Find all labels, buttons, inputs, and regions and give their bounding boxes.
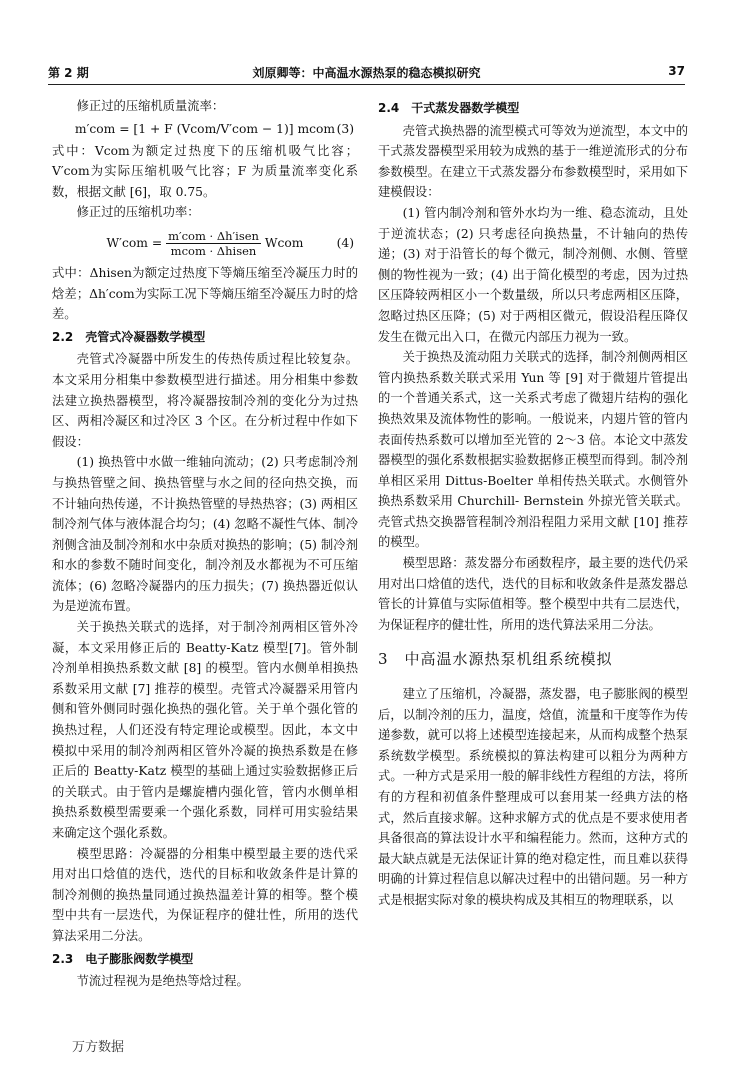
paragraph: 模型思路：冷凝器的分相集中模型最主要的迭代采用对出口焓值的迭代，迭代的目标和收敛条件是计算的制冷剂侧的换热量同通过换热温差计算的相等。整个模型中共有一层迭代，为保证程序的健壮性，所用的迭代算法采用二分法。 bbox=[52, 846, 358, 943]
page-number: 37 bbox=[668, 64, 685, 78]
section-heading: 2.3 电子膨胀阀数学模型 bbox=[52, 951, 194, 966]
left-column bbox=[52, 96, 358, 992]
equation-lhs: W′com = bbox=[106, 235, 163, 250]
paragraph: (1) 管内制冷剂和管外水均为一维、稳态流动，且处于逆流状态；(2) 只考虑径向换热量，不计轴向的热传递；(3) 对于沿管长的每个微元，制冷剂侧、水侧、管壁侧的物性视为一致；(4) 出于简化模型的考虑，因为过热区压降较两相区小一个数量级，所以只考虑两相区压降，忽略过热区压降；(5) 对于两相区微元，假设沿程压降仅发生在微元出入口，在微元内部压力视为一致。 bbox=[378, 205, 688, 344]
paragraph: (1) 换热管中水做一维轴向流动；(2) 只考虑制冷剂与换热管壁之间、换热管壁与水之间的径向热交换，而不计轴向热传递，不计换热管壁的导热热容；(3) 两相区制冷剂气体与液体混合均匀；(4) 忽略不凝性气体、制冷剂侧含油及制冷剂和水中杂质对换热的影响；(5) 制冷剂和水的参数不随时间变化，制冷剂及水都视为不可压缩流体；(6) 忽略冷凝器内的压力损失；(7) 换热器近似认为是逆流布置。 bbox=[52, 455, 358, 614]
paragraph: 关于换热及流动阻力关联式的选择，制冷剂侧两相区管内换热系数关联式采用 Yun 等 [9] 对于微翅片管提出的一个普通关系式，这一关系式考虑了微翅片结构的强化换热效果及流体物性的影响。一般说来，内翅片管的管内表面传热系数可以增加至光管的 2～3 倍。本论文中蒸发器模型的强化系数根据实验数据修正模型而得到。制冷剂单相区采用 Dittus-Boelter 单相传热关联式。水侧管外换热系数采用 Churchill- Bernstein 外掠光管关联式。壳管式热交换器管程制冷剂沿程阻力采用文献 [10] 推荐的模型。 bbox=[378, 350, 688, 550]
paragraph: 节流过程视为是绝热等焓过程。 bbox=[76, 974, 249, 989]
paragraph: 关于换热关联式的选择，对于制冷剂两相区管外冷凝，本文采用修正后的 Beatty-Katz 模型[7]。管外制冷剂单相换热系数文献 [8] 的模型。管内水侧单相换热系数采用文献 [7] 推荐的模型。壳管式冷凝器采用管内侧和管外侧同时强化换热的强化管。关于单个强化管的换热过程，人们还没有特定理论或模型。因此，本文中模拟中采用的制冷剂两相区管外冷凝的换热系数是在修正后的 Beatty-Katz 模型的基础上通过实验数据修正后的关联式。由于管内是螺旋槽内强化管，管内水侧单相换热系数模型需要乘一个强化系数，同样可用实验结果来确定这个强化系数。 bbox=[52, 620, 358, 840]
running-header bbox=[48, 64, 685, 82]
equation-number: (3) bbox=[336, 121, 354, 136]
paragraph: 式中：Δhisen为额定过热度下等熵压缩至冷凝压力时的焓差；Δh′com为实际工况下等熵压缩至冷凝压力时的焓差。 bbox=[52, 265, 358, 322]
equation-rhs: Wcom bbox=[264, 235, 304, 250]
paragraph: 壳管式换热器的流型模式可等效为逆流型，本文中的干式蒸发器模型采用较为成熟的基于一维逆流形式的分布参数模型。在建立干式蒸发器分布参数模型时，采用如下建模假设： bbox=[378, 123, 688, 200]
equation-body: m′com = [1 + F (Vcom/V′com − 1)] mcom bbox=[74, 121, 336, 136]
section-heading: 2.2 壳管式冷凝器数学模型 bbox=[52, 329, 206, 344]
paragraph: 建立了压缩机，冷凝器，蒸发器，电子膨胀阀的模型后，以制冷剂的压力，温度，焓值，流量和干度等作为传递参数，就可以将上述模型连接起来，从而构成整个热泵系统数学模型。系统模拟的算法构建可以粗分为两种方式。一种方式是采用一般的解非线性方程组的方法，将所有的方程和初值条件整理成可以套用某一经典方法的格式，然后直接求解。这种求解方式的优点是不要求使用者具备很高的算法设计水平和编程能力。然而，这种方式的最大缺点就是无法保证计算的绝对稳定性，而且难以获得明确的计算过程信息以解决过程中的出错问题。另一种方式是根据实际对象的模块构成及其相互的物理联系，以 bbox=[378, 687, 688, 907]
section-heading: 3 中高温水源热泵机组系统模拟 bbox=[378, 650, 613, 669]
right-column bbox=[378, 96, 688, 911]
section-heading: 2.4 干式蒸发器数学模型 bbox=[378, 101, 520, 115]
equation-fraction bbox=[166, 229, 261, 258]
fraction-numerator: m′com · Δh′isen bbox=[168, 228, 259, 243]
equation-number: (4) bbox=[336, 235, 354, 250]
equation-4 bbox=[52, 223, 358, 263]
paragraph: 修正过的压缩机质量流率： bbox=[76, 99, 225, 113]
fraction-denominator: mcom · Δhisen bbox=[170, 243, 257, 258]
running-title: 刘原卿等：中高温水源热泵的稳态模拟研究 bbox=[252, 66, 481, 80]
paragraph: 壳管式冷凝器中所发生的传热传质过程比较复杂。本文采用分相集中参数模型进行描述。用分相集中参数法建立换热器模型，将冷凝器按制冷剂的变化分为过热区、两相冷凝区和过冷区 3 个区。在分析过程中作如下假设： bbox=[52, 352, 358, 449]
issue-number: 第 2 期 bbox=[48, 66, 89, 80]
header-rule bbox=[48, 84, 685, 85]
paragraph: 式中：Vcom为额定过热度下的压缩机吸气比容；V′com为实际压缩机吸气比容；F 为质量流率变化系数，根据文献 [6]，取 0.75。 bbox=[52, 143, 358, 199]
equation-3 bbox=[52, 117, 358, 141]
paragraph: 模型思路：蒸发器分布函数程序，最主要的迭代仍采用对出口焓值的迭代，迭代的目标和收敛条件是蒸发器总管长的计算值与实际值相等。整个模型中共有二层迭代，为保证程序的健壮性，所用的迭代算法采用二分法。 bbox=[378, 556, 688, 632]
watermark: 万方数据 bbox=[72, 1040, 125, 1055]
paragraph: 修正过的压缩机功率： bbox=[76, 205, 200, 220]
